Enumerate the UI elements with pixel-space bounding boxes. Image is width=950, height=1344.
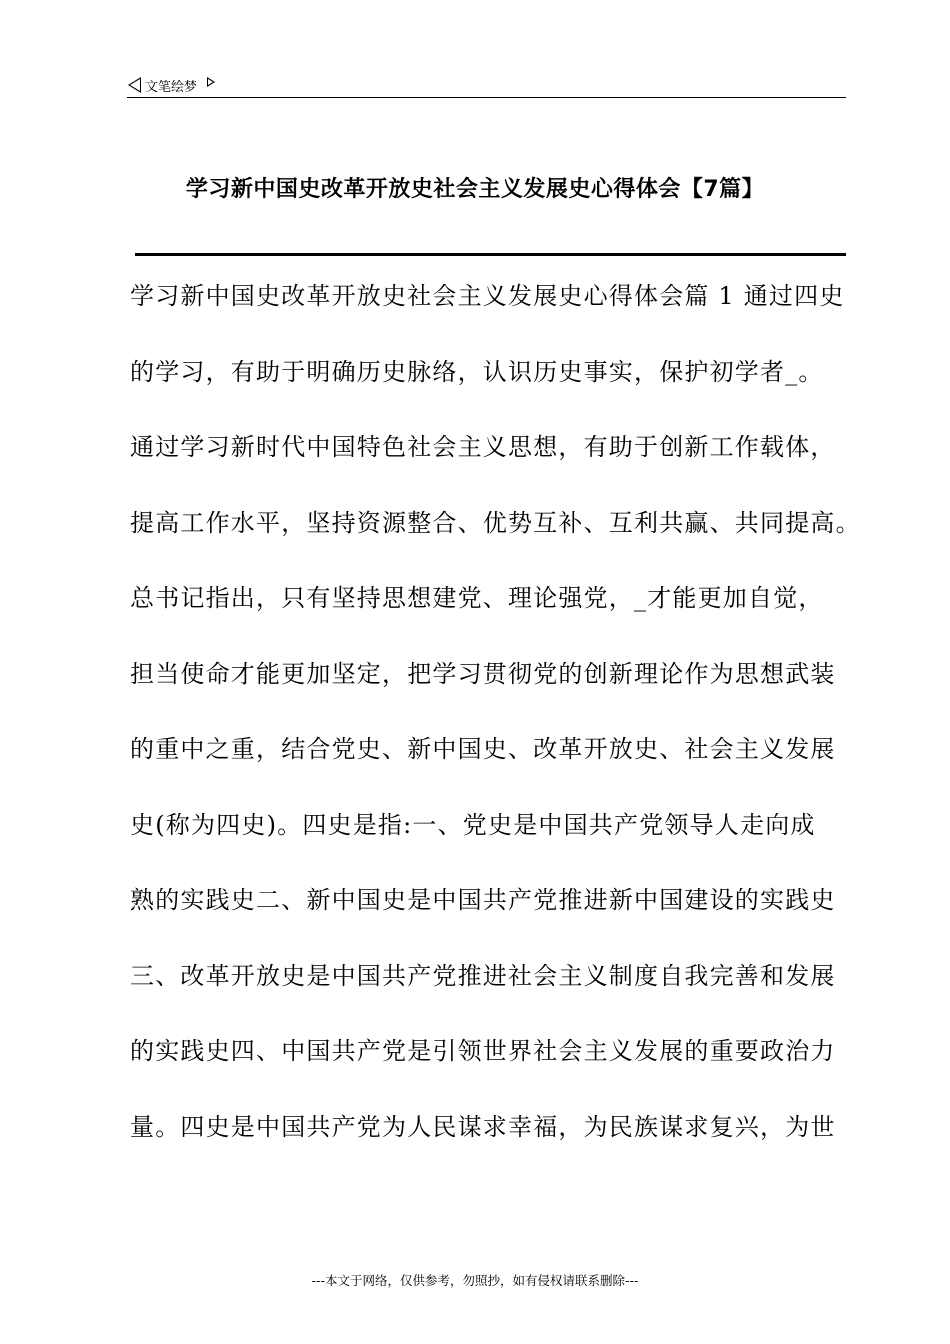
header-brand: 文笔绘梦 xyxy=(145,79,198,95)
body-line: 三、改革开放史是中国共产党推进社会主义制度自我完善和发展 xyxy=(130,961,836,990)
body-line: 担当使命才能更加坚定，把学习贯彻党的创新理论作为思想武装 xyxy=(130,659,836,688)
body-line: 量。四史是中国共产党为人民谋求幸福，为民族谋求复兴，为世 xyxy=(130,1112,836,1141)
triangle-right-icon xyxy=(207,77,215,87)
document-title: 学习新中国史改革开放史社会主义发展史心得体会【7篇】 xyxy=(185,177,765,202)
body-line: 学习新中国史改革开放史社会主义发展史心得体会篇 1 通过四史 xyxy=(130,282,845,310)
body-line: 提高工作水平，坚持资源整合、优势互补、互利共赢、共同提高。 xyxy=(130,508,861,537)
triangle-left-icon xyxy=(128,77,141,93)
body-line: 史(称为四史)。四史是指:一、党史是中国共产党领导人走向成 xyxy=(130,810,816,839)
title-divider xyxy=(135,253,846,256)
body-line: 总书记指出，只有坚持思想建党、理论强党，_才能更加自觉， xyxy=(130,584,824,612)
body-line: 的重中之重，结合党史、新中国史、改革开放史、社会主义发展 xyxy=(130,735,836,763)
body-line: 熟的实践史二、新中国史是中国共产党推进新中国建设的实践史 xyxy=(130,886,836,914)
document-body xyxy=(130,268,860,1174)
body-line: 的实践史四、中国共产党是引领世界社会主义发展的重要政治力 xyxy=(130,1037,836,1065)
header-divider xyxy=(127,97,846,98)
body-line: 的学习，有助于明确历史脉络，认识历史事实，保护初学者_。 xyxy=(130,357,824,386)
page-header xyxy=(128,74,215,96)
footer-notice: ---本文于网络，仅供参考，勿照抄，如有侵权请联系删除--- xyxy=(311,1273,639,1288)
body-line: 通过学习新时代中国特色社会主义思想，有助于创新工作载体， xyxy=(130,433,836,461)
